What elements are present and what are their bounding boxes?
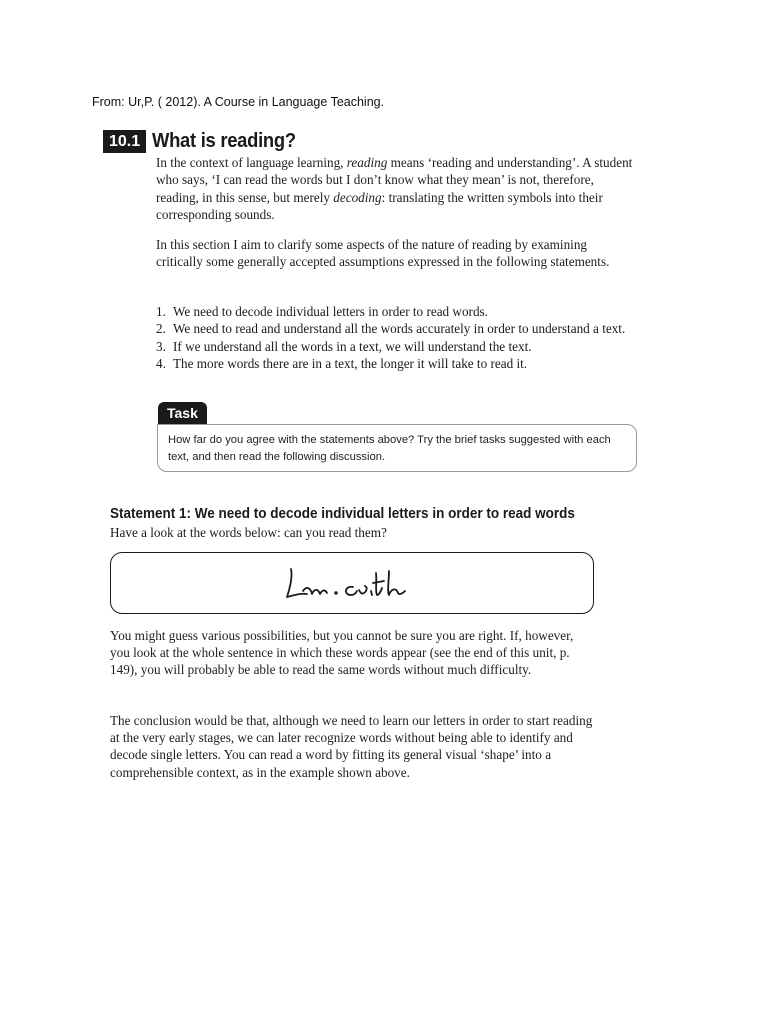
- list-item-number: 3.: [156, 338, 166, 354]
- list-item: [156, 320, 626, 337]
- list-item-text: If we understand all the words in a text, we will understand the text.: [173, 338, 532, 354]
- handwriting-box: [110, 552, 594, 614]
- intro-text-part: In the context of language learning,: [156, 155, 347, 170]
- list-item-text: We need to read and understand all the words accurately in order to understand a text.: [173, 321, 626, 337]
- list-item-number: 4.: [156, 356, 166, 372]
- list-item-text: We need to decode individual letters in order to read words.: [173, 304, 488, 319]
- discussion-paragraph-1: [110, 627, 595, 679]
- intro-paragraph-1: [156, 154, 636, 224]
- discussion-paragraph-2: [110, 712, 595, 781]
- handwritten-words-image-icon: [281, 561, 421, 605]
- list-item: [156, 303, 626, 320]
- section-number-badge: 10.1: [103, 130, 146, 153]
- discussion-text: You might guess various possibilities, but you cannot be sure you are right. If, however, you look at the whole sentence in which these words appear (see the end of this unit, p. 149), you will probably be able to read the same words without much difficulty.: [110, 628, 574, 678]
- discussion-text: The conclusion would be that, although we need to learn our letters in order to start reading at the very early stages, we can later recognize words without being able to identify and decode single letters. You can read a word by fitting its general visual ‘shape’ into a comprehensible context, as in the example shown above.: [110, 713, 593, 780]
- intro-term-reading: reading: [346, 155, 388, 170]
- task-label: Task: [158, 402, 207, 425]
- intro-text-part: means ‘reading and understanding’. A student who says, ‘I can read the words but I don’t know what they mean’ is not, therefore, reading, in this sense, but merely: [156, 155, 633, 205]
- statement1-subheading: Have a look at the words below: can you read them?: [110, 525, 387, 540]
- intro-paragraph-2: [156, 236, 636, 271]
- statement-list: [156, 303, 626, 373]
- source-citation: From: Ur,P. ( 2012). A Course in Language Teaching.: [92, 95, 385, 109]
- statement1-heading: Statement 1: We need to decode individual letters in order to read words: [110, 505, 575, 522]
- list-item-text: The more words there are in a text, the longer it will take to read it.: [173, 356, 528, 372]
- list-item-number: 1.: [156, 304, 166, 319]
- section-title: What is reading?: [152, 130, 296, 152]
- list-item-number: 2.: [156, 321, 166, 337]
- list-item: [156, 355, 626, 372]
- intro-text-part: : translating the written symbols into their corresponding sounds.: [156, 189, 603, 223]
- intro-term-decoding: decoding: [333, 189, 382, 205]
- intro-text: In this section I aim to clarify some aspects of the nature of reading by examining critically some generally accepted assumptions expressed in the following statements.: [156, 237, 610, 270]
- section-heading: [103, 130, 308, 153]
- list-item: [156, 338, 626, 355]
- task-text: How far do you agree with the statements above? Try the brief tasks suggested with each text, and then read the following discussion.: [168, 434, 611, 463]
